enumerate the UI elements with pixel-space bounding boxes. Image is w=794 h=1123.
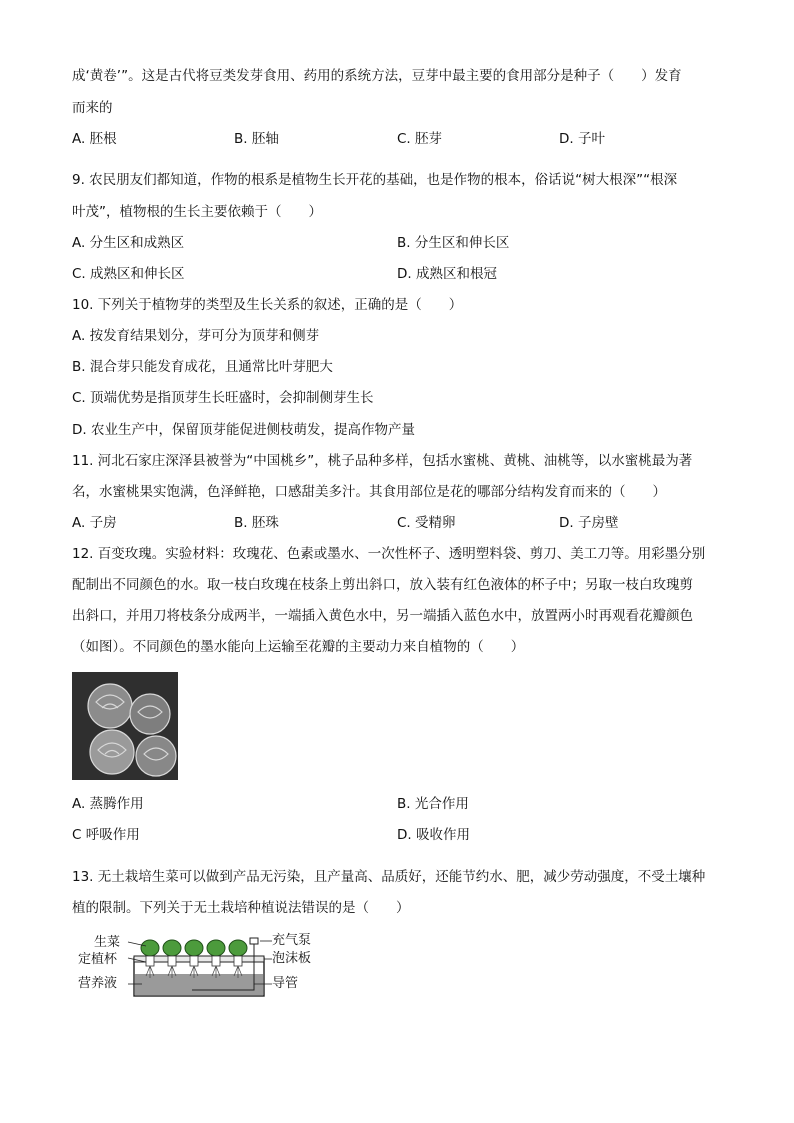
label-planting-cup: 定植杯 [78, 952, 118, 967]
q12-option-a[interactable]: A. 蒸腾作用 [72, 796, 144, 812]
q12-option-c[interactable]: C 呼吸作用 [72, 827, 140, 843]
q9-option-a[interactable]: A. 分生区和成熟区 [72, 235, 185, 251]
q10-option-b[interactable]: B. 混合芽只能发育成花，且通常比叶芽肥大 [72, 359, 333, 375]
q12-stem-line3: 出斜口，并用刀将枝条分成两半，一端插入黄色水中，另一端插入蓝色水中，放置两小时再观看花瓣颜色 [72, 608, 693, 624]
q8-option-b[interactable]: B. 胚轴 [234, 131, 279, 147]
q12-stem-line2: 配制出不同颜色的水。取一枝白玫瑰在枝条上剪出斜口，放入装有红色液体的杯子中；另取一枝白玫瑰剪 [72, 577, 693, 593]
q11-option-b[interactable]: B. 胚珠 [234, 515, 279, 531]
q8-stem-line2: 而来的 [72, 100, 113, 116]
q11-option-c[interactable]: C. 受精卵 [397, 515, 456, 531]
q9-stem-line2: 叶茂”，植物根的生长主要依赖于（ ） [72, 204, 322, 220]
q10-option-c[interactable]: C. 顶端优势是指顶芽生长旺盛时，会抑制侧芽生长 [72, 390, 374, 406]
q9-option-c[interactable]: C. 成熟区和伸长区 [72, 266, 185, 282]
q9-stem-line1: 9. 农民朋友们都知道，作物的根系是植物生长开花的基础，也是作物的根本，俗话说“树大根深”“根深 [72, 172, 678, 188]
q12-stem-line4: （如图）。不同颜色的墨水能向上运输至花瓣的主要动力来自植物的（ ） [72, 639, 525, 655]
q13-stem-line1: 13. 无土栽培生菜可以做到产品无污染，且产量高、品质好，还能节约水、肥，减少劳动强度，不受土壤种 [72, 869, 706, 885]
rose-photo [72, 672, 178, 780]
q8-stem-line1: 成‘黄卷’”。这是古代将豆类发芽食用、药用的系统方法，豆芽中最主要的食用部分是种子（ ）发育 [72, 68, 682, 84]
q13-stem-line2: 植的限制。下列关于无土栽培种植说法错误的是（ ） [72, 900, 410, 916]
q10-option-a[interactable]: A. 按发育结果划分，芽可分为顶芽和侧芽 [72, 328, 320, 344]
label-lettuce: 生菜 [94, 935, 121, 950]
q11-stem-line1: 11. 河北石家庄深泽县被誉为“中国桃乡”，桃子品种多样，包括水蜜桃、黄桃、油桃等，以水蜜桃最为著 [72, 453, 693, 469]
q8-option-c[interactable]: C. 胚芽 [397, 131, 443, 147]
q10-stem: 10. 下列关于植物芽的类型及生长关系的叙述，正确的是（ ） [72, 297, 463, 313]
q8-option-a[interactable]: A. 胚根 [72, 131, 117, 147]
q8-option-d[interactable]: D. 子叶 [559, 131, 605, 147]
hydroponic-diagram [72, 934, 332, 1002]
label-foam-board: 泡沫板 [272, 951, 312, 966]
q10-option-d[interactable]: D. 农业生产中，保留顶芽能促进侧枝萌发，提高作物产量 [72, 422, 415, 438]
q9-option-b[interactable]: B. 分生区和伸长区 [397, 235, 510, 251]
label-tube: 导管 [272, 976, 299, 991]
label-air-pump: 充气泵 [272, 933, 312, 948]
q11-option-a[interactable]: A. 子房 [72, 515, 117, 531]
q12-option-d[interactable]: D. 吸收作用 [397, 827, 470, 843]
q12-option-b[interactable]: B. 光合作用 [397, 796, 469, 812]
q9-option-d[interactable]: D. 成熟区和根冠 [397, 266, 497, 282]
label-nutrient-solution: 营养液 [78, 976, 118, 991]
q11-stem-line2: 名，水蜜桃果实饱满，色泽鲜艳，口感甜美多汁。其食用部位是花的哪部分结构发育而来的（ ） [72, 484, 666, 500]
q11-option-d[interactable]: D. 子房壁 [559, 515, 619, 531]
q12-stem-line1: 12. 百变玫瑰。实验材料：玫瑰花、色素或墨水、一次性杯子、透明塑料袋、剪刀、美工刀等。用彩墨分别 [72, 546, 706, 562]
